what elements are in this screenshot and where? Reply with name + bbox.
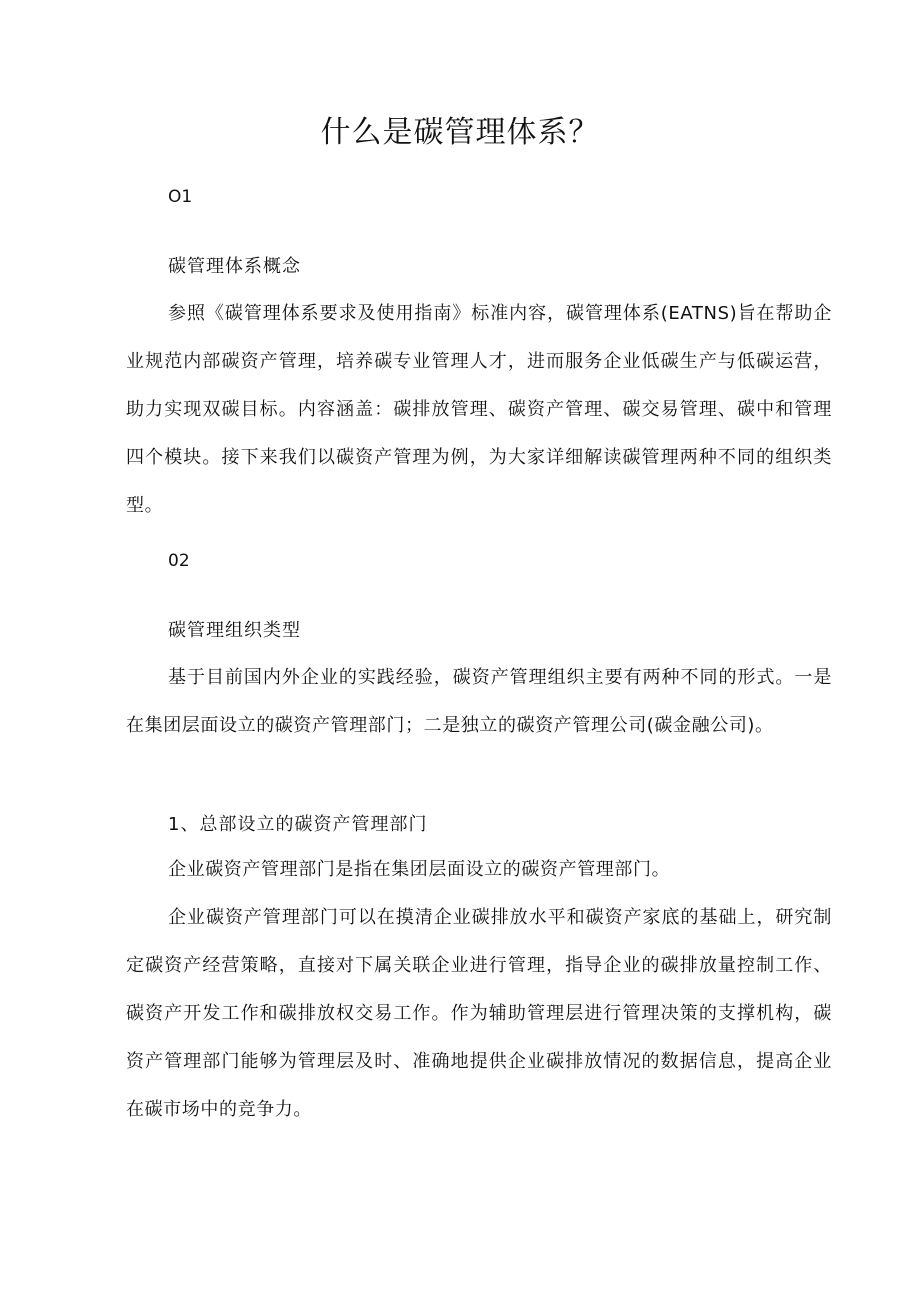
page-title: 什么是碳管理体系？ xyxy=(320,115,600,150)
section-number-1: O1 xyxy=(168,187,193,207)
paragraph-concept: 参照《碳管理体系要求及使用指南》标准内容，碳管理体系(EATNS)旨在帮助企业规范内部碳资产管理，培养碳专业管理人才，进而服务企业低碳生产与低碳运营，助力实现双碳目标。内容涵盖：碳排放管理、碳资产管理、碳交易管理、碳中和管理四个模块。接下来我们以碳资产管理为例，为大家详细解读碳管理两种不同的组织类型。 xyxy=(126,303,832,516)
paragraph-hq-definition: 企业碳资产管理部门是指在集团层面设立的碳资产管理部门。 xyxy=(168,859,671,880)
section-heading-carbon-management-concept: 碳管理体系概念 xyxy=(168,256,301,277)
paragraph-hq-functions: 企业碳资产管理部门可以在摸清企业碳排放水平和碳资产家底的基础上，研究制定碳资产经营策略，直接对下属关联企业进行管理，指导企业的碳排放量控制工作、碳资产开发工作和碳排放权交易工作。作为辅助管理层进行管理决策的支撑机构，碳资产管理部门能够为管理层及时、准确地提供企业碳排放情况的数据信息，提高企业在碳市场中的竞争力。 xyxy=(126,907,832,1120)
subsection-heading-hq-department: 1、总部设立的碳资产管理部门 xyxy=(168,814,428,835)
paragraph-organization-types: 基于目前国内外企业的实践经验，碳资产管理组织主要有两种不同的形式。一是在集团层面设立的碳资产管理部门；二是独立的碳资产管理公司(碳金融公司)。 xyxy=(126,667,832,736)
section-number-2: 02 xyxy=(168,551,190,571)
section-heading-organization-types: 碳管理组织类型 xyxy=(168,620,301,641)
